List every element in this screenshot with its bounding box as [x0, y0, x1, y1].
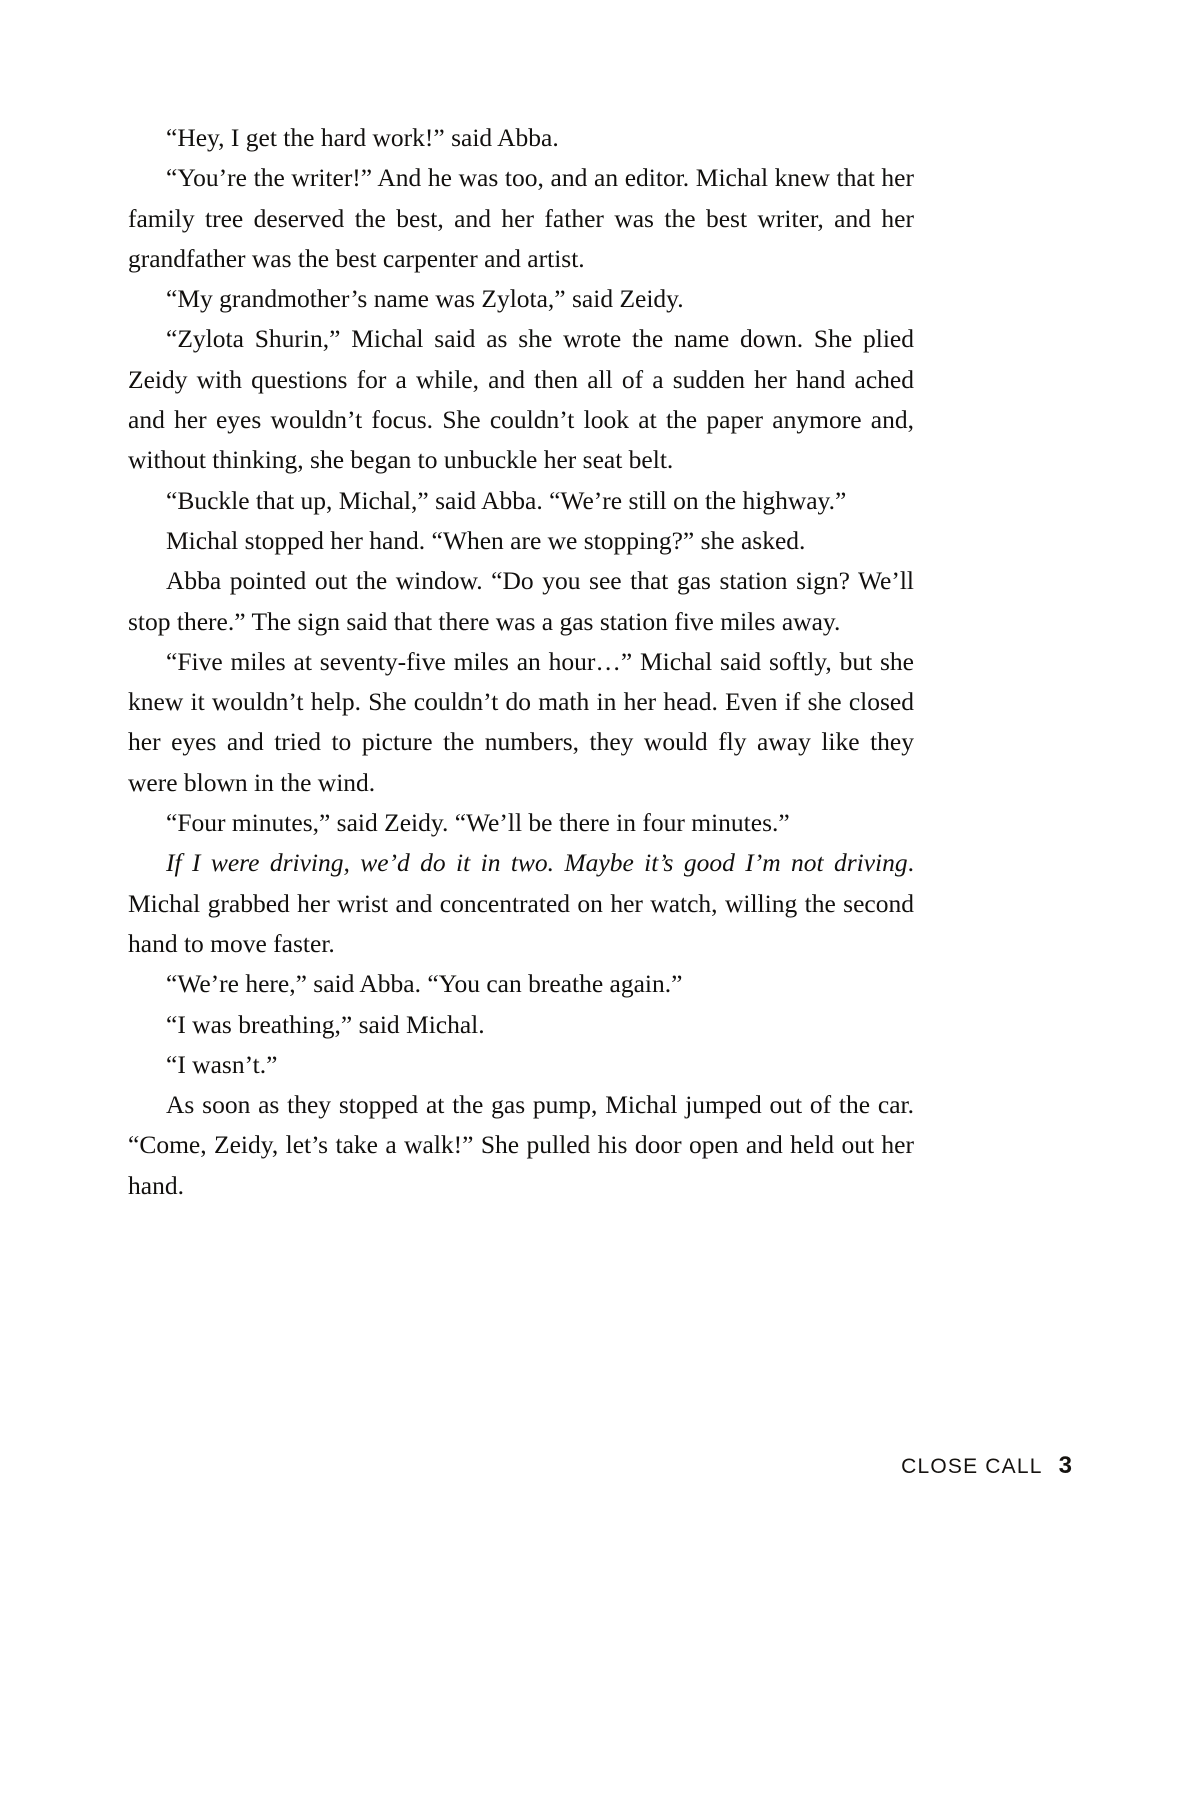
- paragraph: “My grandmother’s name was Zylota,” said Zeidy.: [166, 284, 684, 314]
- paragraph: Abba pointed out the window. “Do you see that gas station sign? We’ll stop there.” The sign said that there was a gas station five miles away.: [128, 566, 914, 636]
- paragraph: “Zylota Shurin,” Michal said as she wrote the name down. She plied Zeidy with questions for a while, and then all of a sudden her hand ached and her eyes wouldn’t focus. She couldn’t look at the paper anymore and, without thinking, she began to unbuckle her seat belt.: [128, 324, 914, 475]
- italic-thought-continuation: . Michal grabbed her wrist and concentrated on her watch, willing the second hand to move faster.: [128, 848, 914, 958]
- page-text-column: [128, 118, 914, 1206]
- paragraph: “Five miles at seventy-five miles an hour…” Michal said softly, but she knew it wouldn’t help. She couldn’t do math in her head. Even if she closed her eyes and tried to picture the numbers, they would fly away like they were blown in the wind.: [128, 646, 914, 797]
- paragraph: “I was breathing,” said Michal.: [166, 1009, 485, 1039]
- footer-book-title: CLOSE CALL: [901, 1455, 1043, 1478]
- footer-page-number: 3: [1058, 1452, 1072, 1479]
- paragraph: “Buckle that up, Michal,” said Abba. “We’re still on the highway.”: [166, 485, 847, 515]
- paragraph: “Four minutes,” said Zeidy. “We’ll be there in four minutes.”: [166, 808, 790, 838]
- paragraph-italic-thought: [128, 843, 914, 964]
- paragraph: “Hey, I get the hard work!” said Abba.: [166, 123, 559, 152]
- paragraph: “You’re the writer!” And he was too, and an editor. Michal knew that her family tree deserved the best, and her father was the best writer, and her grandfather was the best carpenter and artist.: [128, 163, 914, 273]
- paragraph: Michal stopped her hand. “When are we stopping?” she asked.: [166, 525, 806, 555]
- page-footer: [128, 1452, 1072, 1480]
- italic-thought-text: If I were driving, we’d do it in two. Maybe it’s good I’m not driving: [166, 848, 908, 878]
- paragraph: “I wasn’t.”: [166, 1049, 278, 1079]
- paragraph: “We’re here,” said Abba. “You can breathe again.”: [166, 969, 683, 999]
- paragraph: As soon as they stopped at the gas pump, Michal jumped out of the car. “Come, Zeidy, let’s take a walk!” She pulled his door open and held out her hand.: [128, 1090, 914, 1200]
